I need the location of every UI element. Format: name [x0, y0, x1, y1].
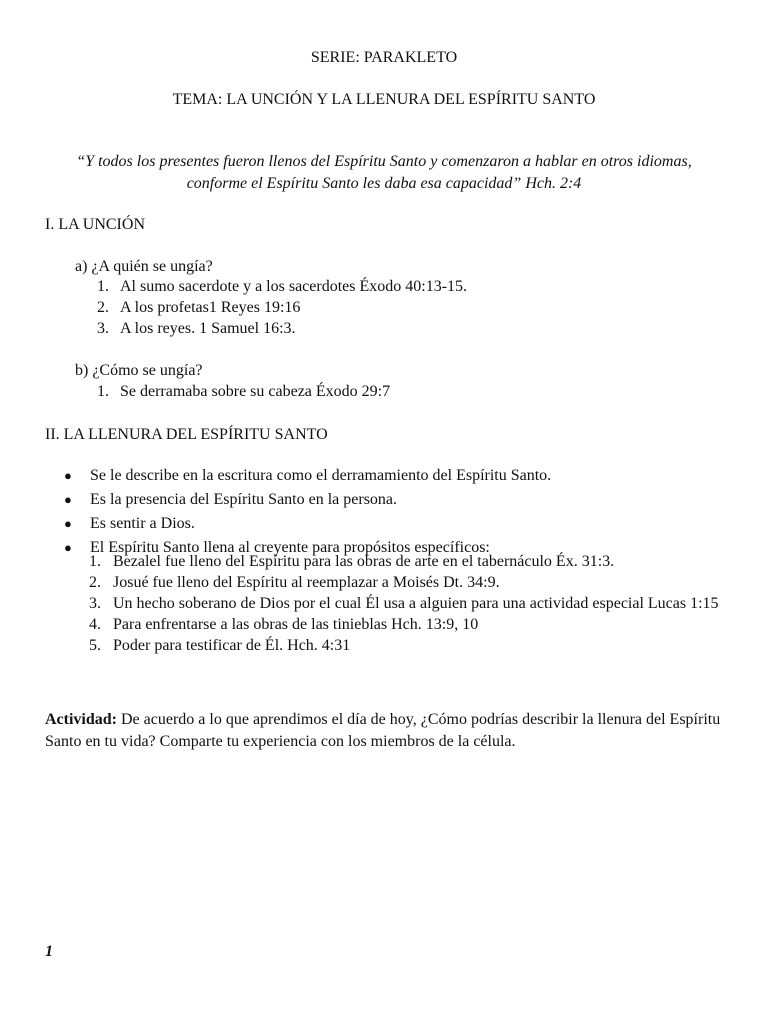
list-item: 3. A los reyes. 1 Samuel 16:3.: [97, 320, 296, 337]
list-a: [97, 276, 467, 339]
theme-title: TEMA: LA UNCIÓN Y LA LLENURA DEL ESPÍRITU SANTO: [172, 91, 596, 108]
subheading-a: a) ¿A quién se ungía?: [75, 258, 213, 275]
bullet-icon: ●: [64, 516, 72, 531]
bullet-icon: ●: [64, 468, 72, 483]
list-item: 1. Bezalel fue lleno del Espíritu para las obras de arte en el tabernáculo Éx. 31:3.: [89, 553, 615, 570]
list-b: [97, 381, 390, 402]
purposes-list: [89, 551, 729, 656]
bullet-item: ● Es la presencia del Espíritu Santo en la persona.: [64, 491, 398, 508]
section-2-heading: II. LA LLENURA DEL ESPÍRITU SANTO: [45, 426, 328, 443]
list-item: 2. Josué fue lleno del Espíritu al reemplazar a Moisés Dt. 34:9.: [89, 574, 500, 591]
series-title: SERIE: PARAKLETO: [310, 49, 458, 66]
list-item: 1. Al sumo sacerdote y a los sacerdotes Éxodo 40:13-15.: [97, 278, 468, 295]
activity-label: Actividad:: [45, 711, 117, 728]
bullet-icon: ●: [64, 540, 72, 555]
subheading-b: b) ¿Cómo se ungía?: [75, 362, 203, 379]
activity-text: De acuerdo a lo que aprendimos el día de hoy, ¿Cómo podrías describir la llenura del Espíritu Santo en tu vida? Comparte tu experiencia con los miembros de la célula.: [45, 711, 721, 750]
bullet-list: [64, 465, 744, 561]
scripture-quote: [40, 151, 728, 195]
quote-line-2: conforme el Espíritu Santo les daba esa capacidad” Hch. 2:4: [186, 175, 582, 192]
bullet-item: ● El Espíritu Santo llena al creyente para propósitos específicos:: [64, 539, 490, 556]
section-1-heading: I. LA UNCIÓN: [45, 216, 145, 233]
activity-paragraph: [45, 709, 725, 753]
bullet-item: ● Se le describe en la escritura como el derramamiento del Espíritu Santo.: [64, 467, 552, 484]
list-item: 3. Un hecho soberano de Dios por el cual Él usa a alguien para una actividad especial Lucas 1:15: [89, 595, 719, 612]
list-item: 4. Para enfrentarse a las obras de las tinieblas Hch. 13:9, 10: [89, 616, 479, 633]
bullet-item: ● Es sentir a Dios.: [64, 515, 195, 532]
page-number: 1: [45, 943, 53, 960]
list-item: 2. A los profetas1 Reyes 19:16: [97, 299, 301, 316]
list-item: 1. Se derramaba sobre su cabeza Éxodo 29:7: [97, 383, 391, 400]
quote-line-1: “Y todos los presentes fueron llenos del Espíritu Santo y comenzaron a hablar en otros idiomas,: [76, 153, 692, 170]
list-item: 5. Poder para testificar de Él. Hch. 4:31: [89, 637, 351, 654]
bullet-icon: ●: [64, 492, 72, 507]
